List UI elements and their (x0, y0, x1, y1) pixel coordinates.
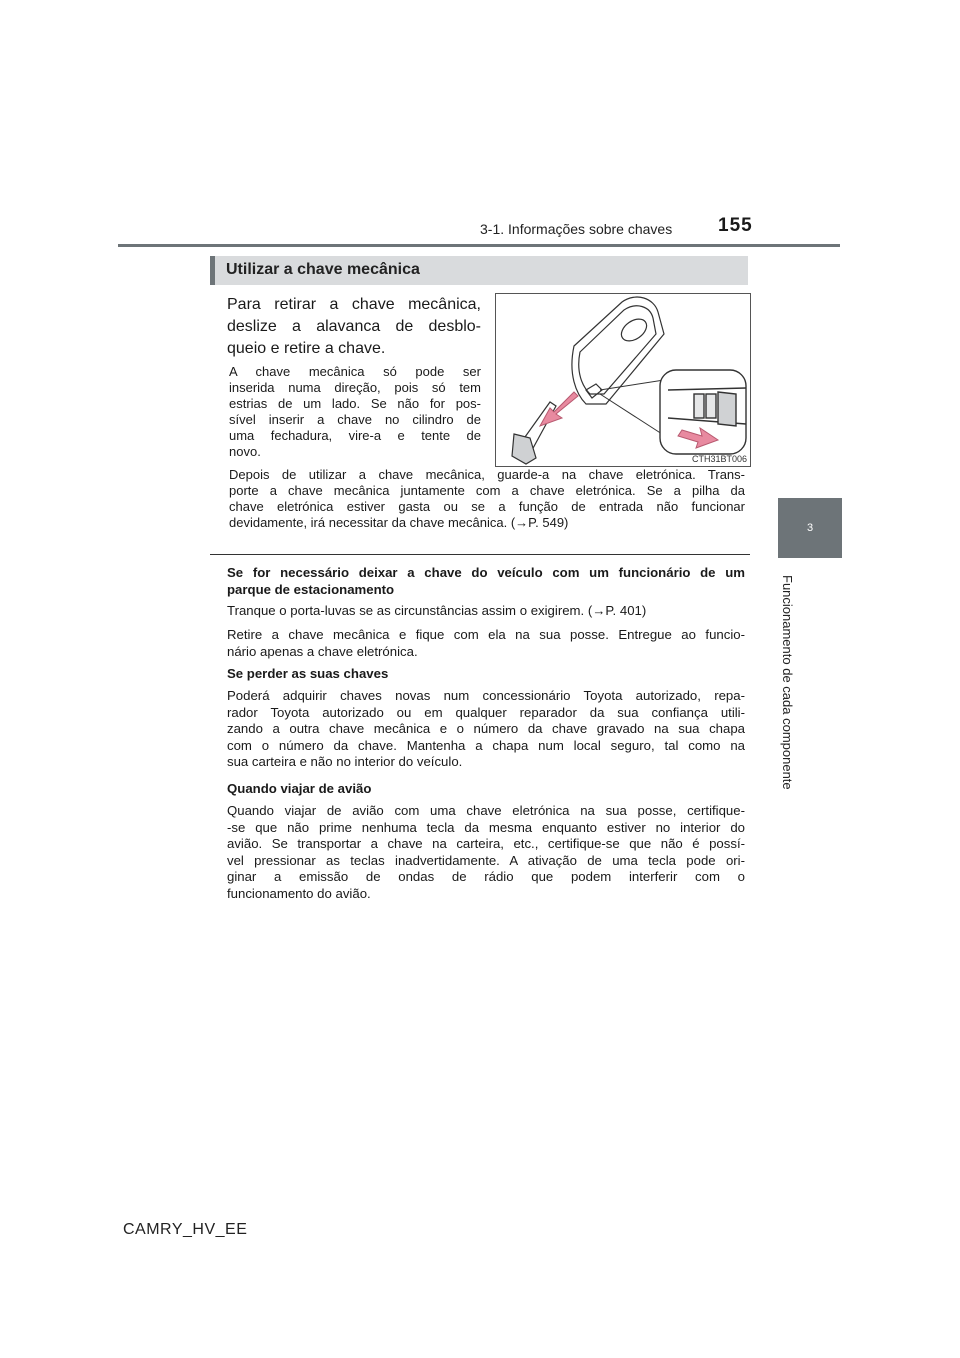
parking-paragraph-2 (227, 627, 745, 660)
para-line: com o número da chave. Mantenha a chapa num local seguro, tal como na (227, 737, 745, 753)
plane-paragraph (227, 803, 745, 902)
chapter-caption (780, 575, 811, 815)
page-number: 155 (718, 215, 753, 236)
release-lever-icon (586, 384, 602, 398)
fob-button-icon (617, 315, 650, 346)
note-line: A chave mecânica só pode ser (229, 364, 481, 379)
intro-paragraph (227, 294, 481, 360)
note-line: devidamente, irá necessitar da chave mecânica. (→P. 549) (229, 515, 569, 530)
note-line: inserida numa direção, pois só tem (229, 380, 481, 395)
note-line: sível inserir a chave no cilindro de (229, 412, 481, 427)
zoom-line-bottom (600, 394, 662, 434)
para-line: sua carteira e não no interior do veículo. (227, 754, 463, 769)
section-divider (210, 554, 750, 555)
heading-line: Se for necessário deixar a chave do veículo com um funcionário de um (227, 565, 745, 580)
para-line: -se que não prime nenhuma tecla da mesma enquanto estiver no interior do (227, 819, 745, 835)
zoom-line-top (600, 380, 664, 390)
note-line: porte a chave mecânica juntamente com a chave eletrónica. Se a pilha da (229, 483, 745, 498)
para-line: zando a outra chave mecânica e o número da chave gravado na sua chapa (227, 721, 745, 736)
note-line: uma fechadura, vire-a e tente de (229, 428, 481, 443)
lost-keys-paragraph (227, 688, 745, 771)
para-line: ginar a emissão de ondas de rádio que podem interferir com o (227, 869, 745, 884)
lost-keys-heading: Se perder as suas chaves (227, 666, 389, 681)
para-line: avião. Se transportar a chave na carteira, etc., certifique-se que não é possí- (227, 836, 745, 851)
section-title: Utilizar a chave mecânica (226, 261, 420, 278)
note-line: novo. (229, 444, 261, 459)
heading-line: parque de estacionamento (227, 581, 395, 597)
key-fob-drawing (496, 294, 750, 466)
para-line: Retire a chave mecânica e fique com ela na sua posse. Entregue ao funcio- (227, 627, 745, 642)
illustration-code: CTH31BT006 (691, 454, 747, 464)
model-code: CAMRY_HV_EE (123, 1221, 248, 1238)
note-line: estrias de um lado. Se não for pos- (229, 396, 481, 411)
section-heading-accent (210, 256, 215, 285)
note-line: chave eletrónica estiver gasta ou se a função de entrada não funcionar (229, 499, 745, 514)
storage-note (229, 467, 745, 531)
para-line: Quando viajar de avião com uma chave eletrónica na sua posse, certifique- (227, 803, 745, 818)
header-section-title: 3-1. Informações sobre chaves (480, 221, 673, 237)
para-line: Poderá adquirir chaves novas num concessionário Toyota autorizado, repa- (227, 688, 745, 703)
intro-line: queio e retire a chave. (227, 340, 386, 357)
mechanical-key-illustration (495, 293, 751, 467)
para-line: rador Toyota autorizado ou em qualquer reparador da sua confiança utili- (227, 704, 745, 720)
parking-heading (227, 565, 745, 598)
note-line: Depois de utilizar a chave mecânica, guarde-a na chave eletrónica. Trans- (229, 467, 745, 482)
intro-line: deslize a alavanca de desblo- (227, 318, 481, 335)
para-line: vel pressionar as teclas inadvertidamente. A ativação de uma tecla pode ori- (227, 852, 745, 868)
intro-line: Para retirar a chave mecânica, (227, 296, 481, 313)
section-heading-bar (210, 256, 748, 285)
plane-heading: Quando viajar de avião (227, 781, 372, 796)
header-rule (118, 244, 840, 247)
key-fob-inner (579, 306, 656, 394)
chapter-tab: 3 (778, 498, 842, 558)
intro-note (229, 364, 481, 460)
chapter-title: Funcionamento de cada componente (780, 575, 795, 790)
para-line: funcionamento do avião. (227, 885, 371, 901)
para-line: nário apenas a chave eletrónica. (227, 643, 418, 659)
parking-paragraph-1: Tranque o porta-luvas se as circunstâncias assim o exigirem. (→P. 401) (227, 603, 647, 618)
